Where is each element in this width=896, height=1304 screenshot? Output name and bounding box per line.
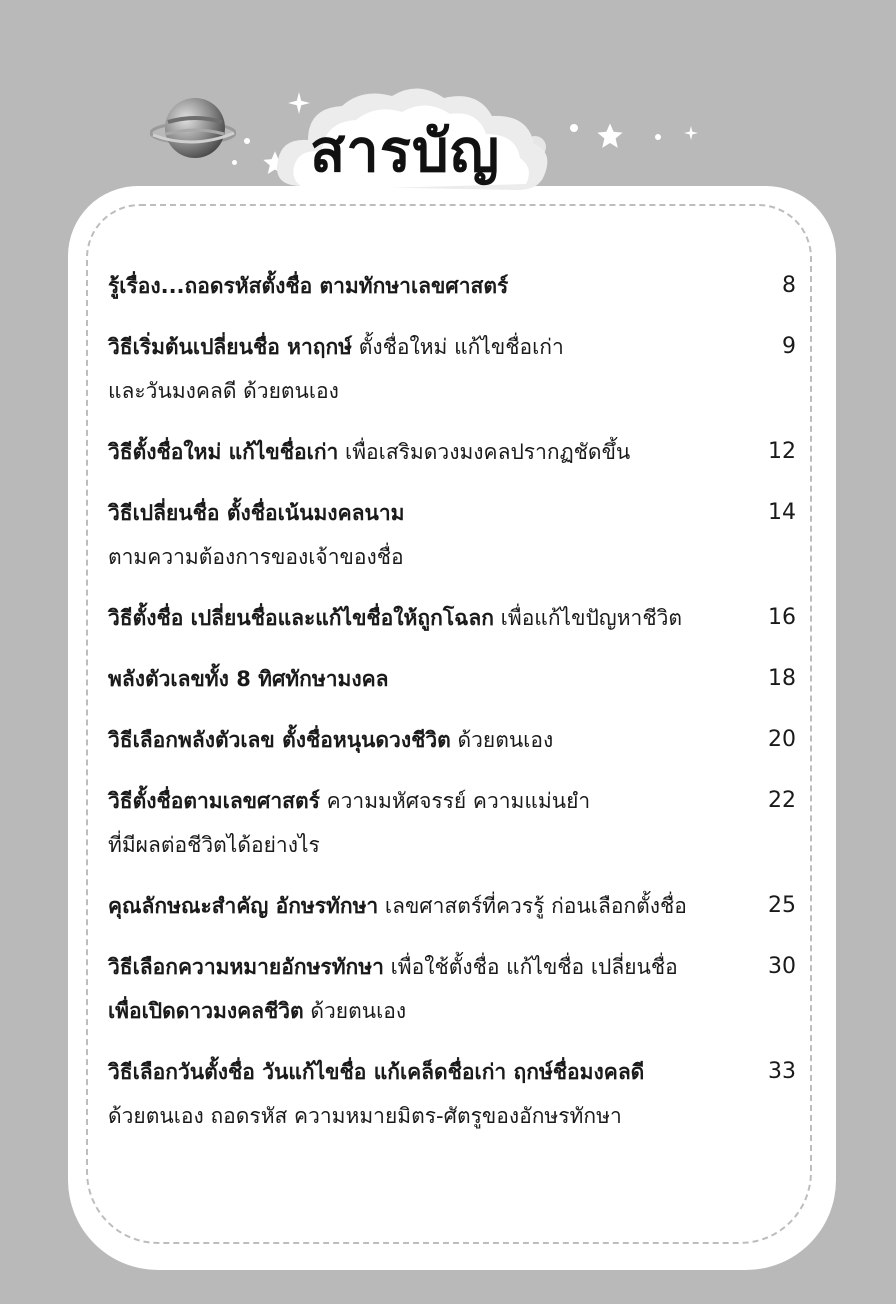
toc-entry-second-line: ที่มีผลต่อชีวิตได้อย่างไร bbox=[108, 833, 320, 857]
toc-entry[interactable] bbox=[108, 325, 796, 413]
sparkle-dot bbox=[570, 124, 578, 132]
toc-entry-subtitle: ตั้งชื่อใหม่ แก้ไขชื่อเก่า bbox=[352, 335, 564, 359]
planet-icon bbox=[150, 88, 236, 174]
toc-entry-second-line: ด้วยตนเอง bbox=[303, 999, 407, 1023]
toc-entry[interactable] bbox=[108, 779, 796, 867]
toc-entry-title: วิธีเปลี่ยนชื่อ ตั้งชื่อเน้นมงคลนาม bbox=[108, 501, 405, 525]
star-icon bbox=[596, 122, 624, 150]
toc-entry-title: รู้เรื่อง...ถอดรหัสตั้งชื่อ ตามทักษาเลขศาสตร์ bbox=[108, 274, 509, 298]
page-number: 14 bbox=[768, 500, 796, 525]
table-of-contents bbox=[108, 264, 796, 1155]
toc-entry-subtitle: เพื่อแก้ไขปัญหาชีวิต bbox=[494, 606, 683, 630]
toc-entry-second-line-bold: เพื่อเปิดดาวมงคลชีวิต bbox=[108, 999, 304, 1023]
toc-entry-title: พลังตัวเลขทั้ง 8 ทิศทักษามงคล bbox=[108, 667, 389, 691]
page-title: สารบัญ bbox=[309, 117, 501, 185]
page-number: 12 bbox=[768, 439, 796, 464]
toc-entry[interactable] bbox=[108, 884, 796, 928]
toc-entry-title: วิธีเลือกวันตั้งชื่อ วันแก้ไขชื่อ แก้เคล็ดชื่อเก่า ฤกษ์ชื่อมงคลดี bbox=[108, 1060, 645, 1084]
page-number: 25 bbox=[768, 893, 796, 918]
toc-entry[interactable] bbox=[108, 491, 796, 579]
sparkle-dot bbox=[232, 160, 237, 165]
toc-entry[interactable] bbox=[108, 430, 796, 474]
toc-entry-second-line: และวันมงคลดี ด้วยตนเอง bbox=[108, 379, 339, 403]
toc-entry-second-line: ด้วยตนเอง ถอดรหัส ความหมายมิตร-ศัตรูของอักษรทักษา bbox=[108, 1104, 622, 1128]
toc-entry-title: วิธีตั้งชื่อตามเลขศาสตร์ bbox=[108, 789, 320, 813]
toc-entry[interactable] bbox=[108, 596, 796, 640]
toc-entry[interactable] bbox=[108, 945, 796, 1033]
page-number: 22 bbox=[768, 788, 796, 813]
toc-entry[interactable] bbox=[108, 657, 796, 701]
toc-entry[interactable] bbox=[108, 264, 796, 308]
toc-entry-title: วิธีตั้งชื่อใหม่ แก้ไขชื่อเก่า bbox=[108, 440, 339, 464]
toc-entry-title: วิธีตั้งชื่อ เปลี่ยนชื่อและแก้ไขชื่อให้ถูกโฉลก bbox=[108, 606, 494, 630]
toc-entry-subtitle: ความมหัศจรรย์ ความแม่นยำ bbox=[319, 789, 591, 813]
toc-entry-subtitle: ด้วยตนเอง bbox=[450, 728, 554, 752]
toc-entry-subtitle: เพื่อเสริมดวงมงคลปรากฏชัดขึ้น bbox=[338, 440, 631, 464]
toc-entry-subtitle: เลขศาสตร์ที่ควรรู้ ก่อนเลือกตั้งชื่อ bbox=[378, 894, 687, 918]
page-number: 9 bbox=[782, 334, 796, 359]
toc-entry-subtitle: เพื่อใช้ตั้งชื่อ แก้ไขชื่อ เปลี่ยนชื่อ bbox=[383, 955, 678, 979]
page-number: 18 bbox=[768, 666, 796, 691]
toc-entry[interactable] bbox=[108, 1050, 796, 1138]
page-number: 8 bbox=[782, 273, 796, 298]
toc-entry-title: วิธีเลือกความหมายอักษรทักษา bbox=[108, 955, 384, 979]
page-number: 20 bbox=[768, 727, 796, 752]
toc-entry-title: วิธีเลือกพลังตัวเลข ตั้งชื่อหนุนดวงชีวิต bbox=[108, 728, 451, 752]
page-number: 33 bbox=[768, 1059, 796, 1084]
sparkle-dot bbox=[655, 134, 661, 140]
toc-entry-second-line: ตามความต้องการของเจ้าของชื่อ bbox=[108, 545, 404, 569]
toc-entry[interactable] bbox=[108, 718, 796, 762]
sparkle-dot bbox=[244, 138, 250, 144]
toc-entry-title: วิธีเริ่มต้นเปลี่ยนชื่อ หาฤกษ์ bbox=[108, 335, 353, 359]
star-icon bbox=[684, 126, 698, 140]
toc-entry-title: คุณลักษณะสำคัญ อักษรทักษา bbox=[108, 894, 379, 918]
page-number: 30 bbox=[768, 954, 796, 979]
page-number: 16 bbox=[768, 605, 796, 630]
